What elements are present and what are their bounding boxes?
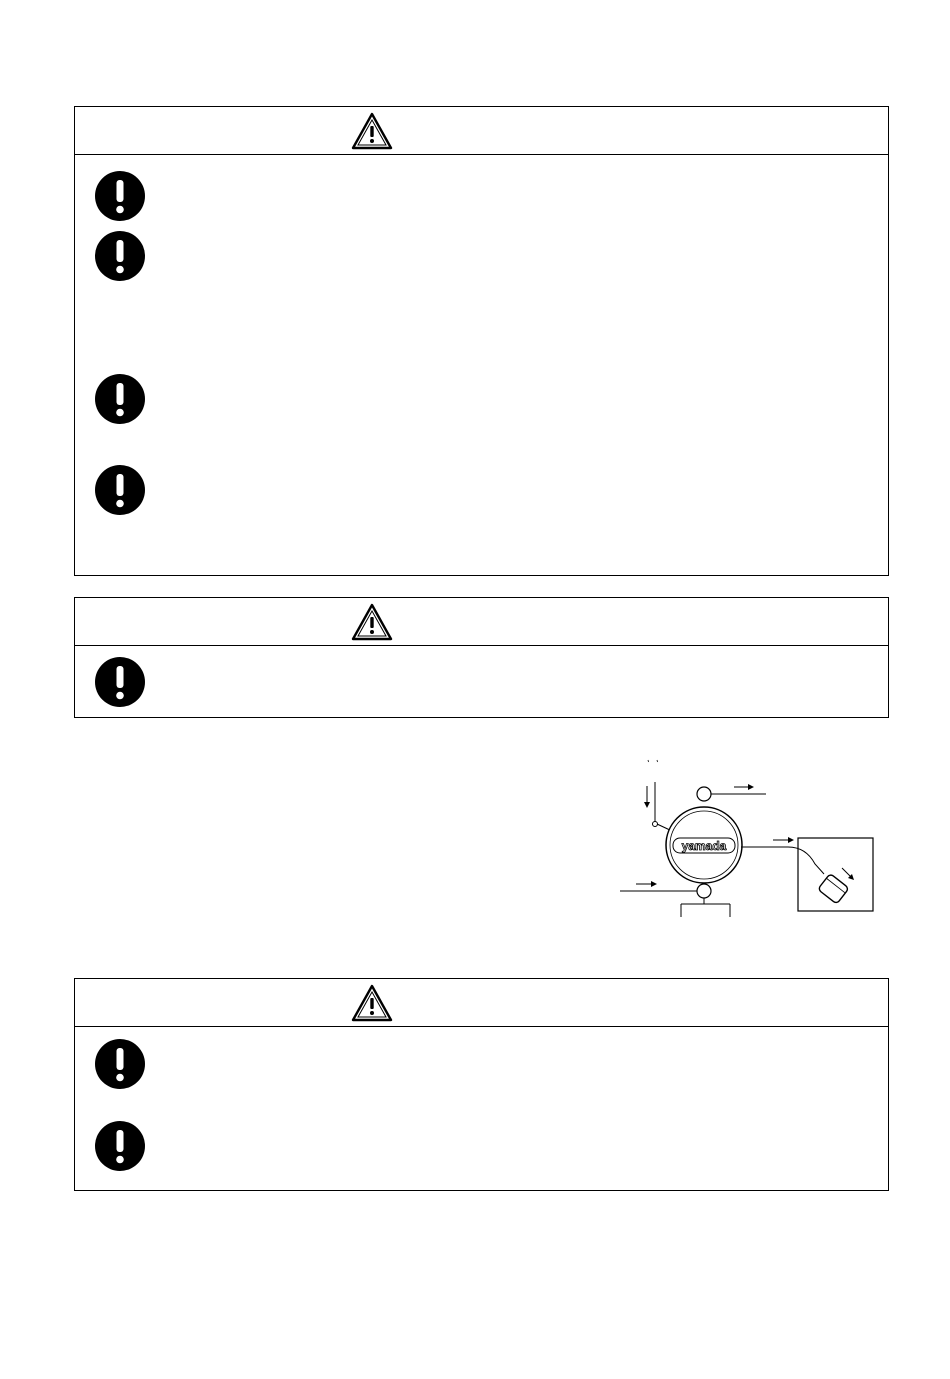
caution-box-2 bbox=[74, 597, 889, 718]
mandatory-action-icon bbox=[95, 1039, 145, 1089]
mandatory-action-icon bbox=[95, 231, 145, 281]
mandatory-action-icon bbox=[95, 657, 145, 707]
caution-box-3 bbox=[74, 978, 889, 1191]
caution-box-2-header bbox=[75, 598, 888, 646]
mandatory-action-icon bbox=[95, 465, 145, 515]
mandatory-action-icon bbox=[95, 171, 145, 221]
caution-box-1-header bbox=[75, 107, 888, 155]
flow-arrow-icon bbox=[842, 868, 854, 880]
warning-triangle-icon bbox=[351, 984, 393, 1022]
warning-triangle-icon bbox=[351, 603, 393, 641]
pump-system-diagram bbox=[610, 752, 886, 917]
pump-logo: yamada bbox=[681, 839, 727, 853]
flow-arrow-icon bbox=[773, 837, 794, 843]
pump-icon bbox=[666, 807, 742, 883]
caution-box-1 bbox=[74, 106, 889, 576]
flow-arrow-icon bbox=[644, 786, 650, 808]
warning-triangle-icon bbox=[351, 112, 393, 150]
caution-box-3-header bbox=[75, 979, 888, 1027]
mandatory-action-icon bbox=[95, 374, 145, 424]
flow-arrow-icon bbox=[636, 881, 657, 887]
mandatory-action-icon bbox=[95, 1121, 145, 1171]
flow-arrow-icon bbox=[734, 784, 754, 790]
spray-gun-icon bbox=[818, 874, 849, 905]
